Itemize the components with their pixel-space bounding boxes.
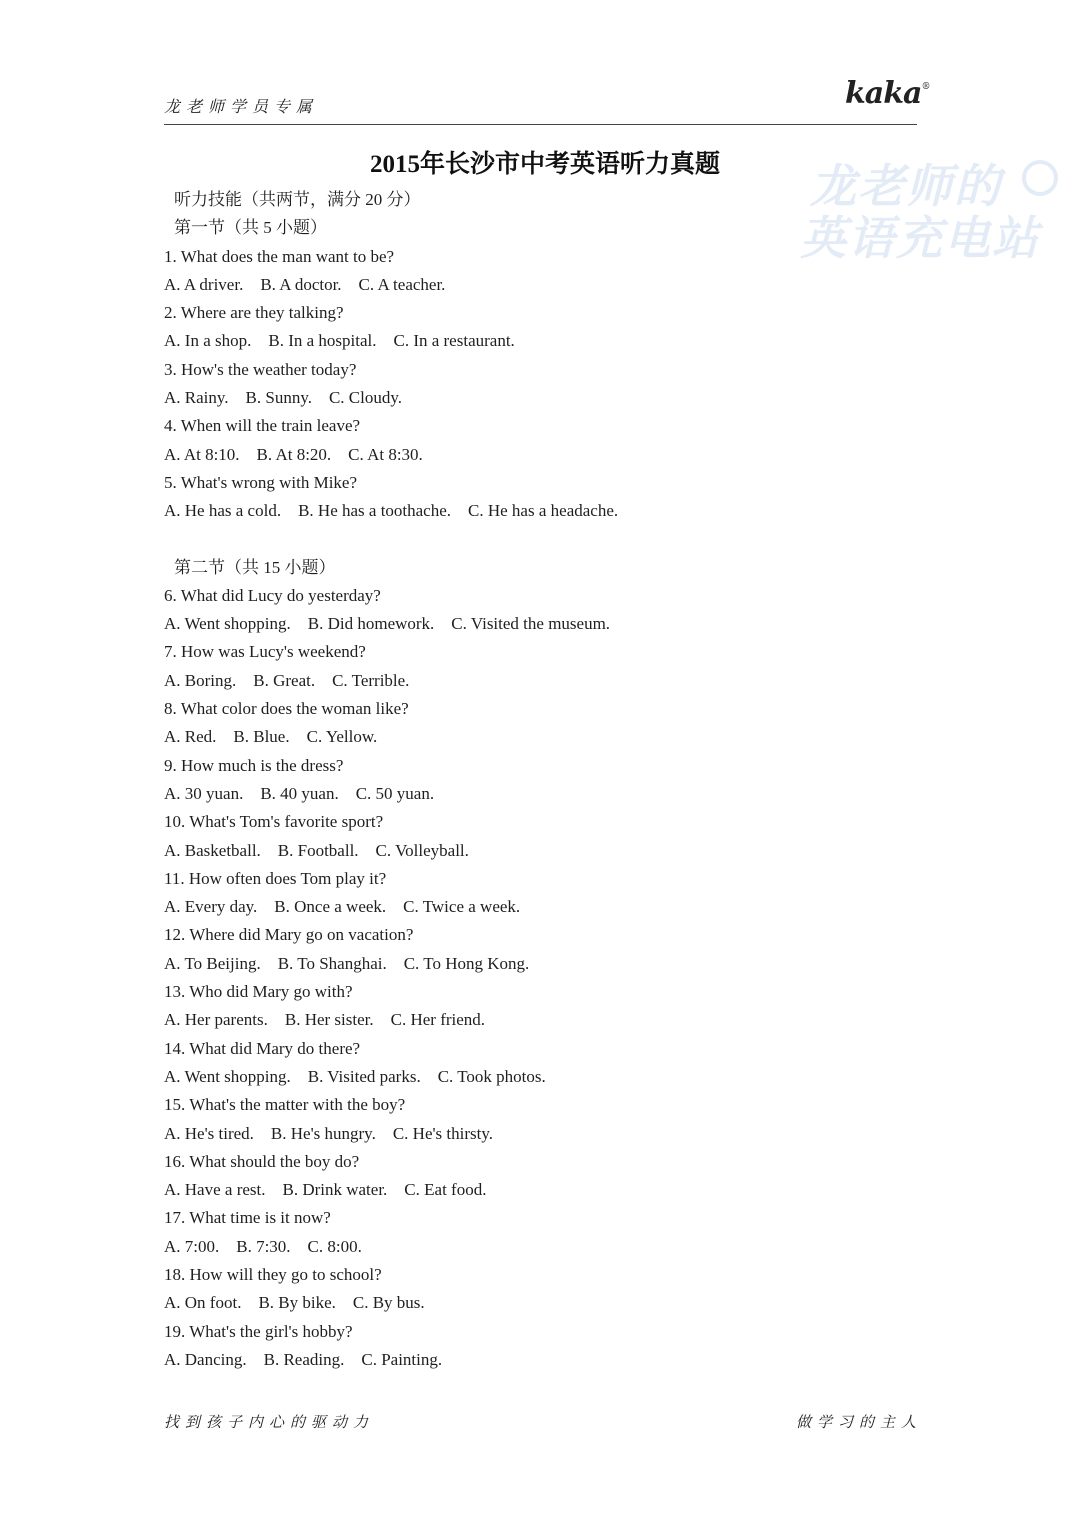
- answer-options: A. Boring. B. Great. C. Terrible.: [164, 670, 410, 690]
- section-gap: [164, 526, 924, 554]
- footer-right-text: 做学习的主人: [796, 1413, 923, 1431]
- answer-options: A. He's tired. B. He's hungry. C. He's thirsty.: [164, 1123, 494, 1143]
- watermark-line-1: 龙老师的: [810, 159, 1002, 213]
- question-text: 12. Where did Mary go on vacation?: [164, 925, 414, 945]
- question-text: 18. How will they go to school?: [164, 1264, 382, 1284]
- answer-options: A. He has a cold. B. He has a toothache. C. He has a headache.: [164, 501, 619, 521]
- header-divider: [164, 124, 917, 125]
- answer-options: A. Rainy. B. Sunny. C. Cloudy.: [164, 388, 403, 408]
- answer-options: A. Basketball. B. Football. C. Volleyball.: [164, 840, 469, 860]
- answer-options: A. Went shopping. B. Did homework. C. Visited the museum.: [164, 614, 611, 634]
- header-left-text: 龙老师学员专属: [164, 97, 319, 116]
- question-text: 5. What's wrong with Mike?: [164, 472, 358, 492]
- logo-text: kaka: [845, 76, 922, 111]
- registered-mark: ®: [921, 82, 930, 92]
- question-text: 19. What's the girl's hobby?: [164, 1321, 353, 1341]
- question-text: 6. What did Lucy do yesterday?: [164, 585, 381, 605]
- answer-options: A. 7:00. B. 7:30. C. 8:00.: [164, 1236, 362, 1256]
- question-text: 13. Who did Mary go with?: [164, 982, 353, 1002]
- section1-questions: [164, 243, 924, 526]
- answer-options: A. In a shop. B. In a hospital. C. In a restaurant.: [164, 331, 515, 351]
- answer-options: A. Every day. B. Once a week. C. Twice a week.: [164, 897, 521, 917]
- document-body: [164, 186, 924, 1374]
- section2-questions: [164, 582, 924, 1374]
- intro-text: 听力技能（共两节，满分 20 分）: [174, 190, 421, 209]
- question-text: 15. What's the matter with the boy?: [164, 1095, 406, 1115]
- watermark-line-2: 英语充电站: [800, 211, 1040, 265]
- question-text: 9. How much is the dress?: [164, 755, 344, 775]
- page-title: 2015年长沙市中考英语听力真题: [369, 151, 720, 178]
- answer-options: A. To Beijing. B. To Shanghai. C. To Hong Kong.: [164, 953, 530, 973]
- question-text: 11. How often does Tom play it?: [164, 868, 387, 888]
- answer-options: A. 30 yuan. B. 40 yuan. C. 50 yuan.: [164, 783, 435, 803]
- question-text: 3. How's the weather today?: [164, 359, 357, 379]
- answer-options: A. Have a rest. B. Drink water. C. Eat food.: [164, 1180, 487, 1200]
- answer-options: A. On foot. B. By bike. C. By bus.: [164, 1293, 425, 1313]
- question-text: 2. Where are they talking?: [164, 303, 344, 323]
- question-text: 14. What did Mary do there?: [164, 1038, 361, 1058]
- question-text: 10. What's Tom's favorite sport?: [164, 812, 384, 832]
- footer-left-text: 找到孩子内心的驱动力: [164, 1413, 375, 1431]
- question-text: 16. What should the boy do?: [164, 1151, 360, 1171]
- answer-options: A. Red. B. Blue. C. Yellow.: [164, 727, 378, 747]
- question-text: 1. What does the man want to be?: [164, 246, 395, 266]
- answer-options: A. Went shopping. B. Visited parks. C. Took photos.: [164, 1066, 546, 1086]
- answer-options: A. Dancing. B. Reading. C. Painting.: [164, 1349, 443, 1369]
- section1-heading: 第一节（共 5 小题）: [174, 218, 327, 238]
- question-text: 17. What time is it now?: [164, 1208, 331, 1228]
- question-text: 8. What color does the woman like?: [164, 699, 409, 719]
- question-text: 7. How was Lucy's weekend?: [164, 642, 366, 662]
- answer-options: A. At 8:10. B. At 8:20. C. At 8:30.: [164, 444, 423, 464]
- question-text: 4. When will the train leave?: [164, 416, 361, 436]
- answer-options: A. Her parents. B. Her sister. C. Her friend.: [164, 1010, 486, 1030]
- section2-heading: 第二节（共 15 小题）: [174, 557, 336, 577]
- kaka-logo: [845, 76, 929, 111]
- answer-options: A. A driver. B. A doctor. C. A teacher.: [164, 274, 446, 294]
